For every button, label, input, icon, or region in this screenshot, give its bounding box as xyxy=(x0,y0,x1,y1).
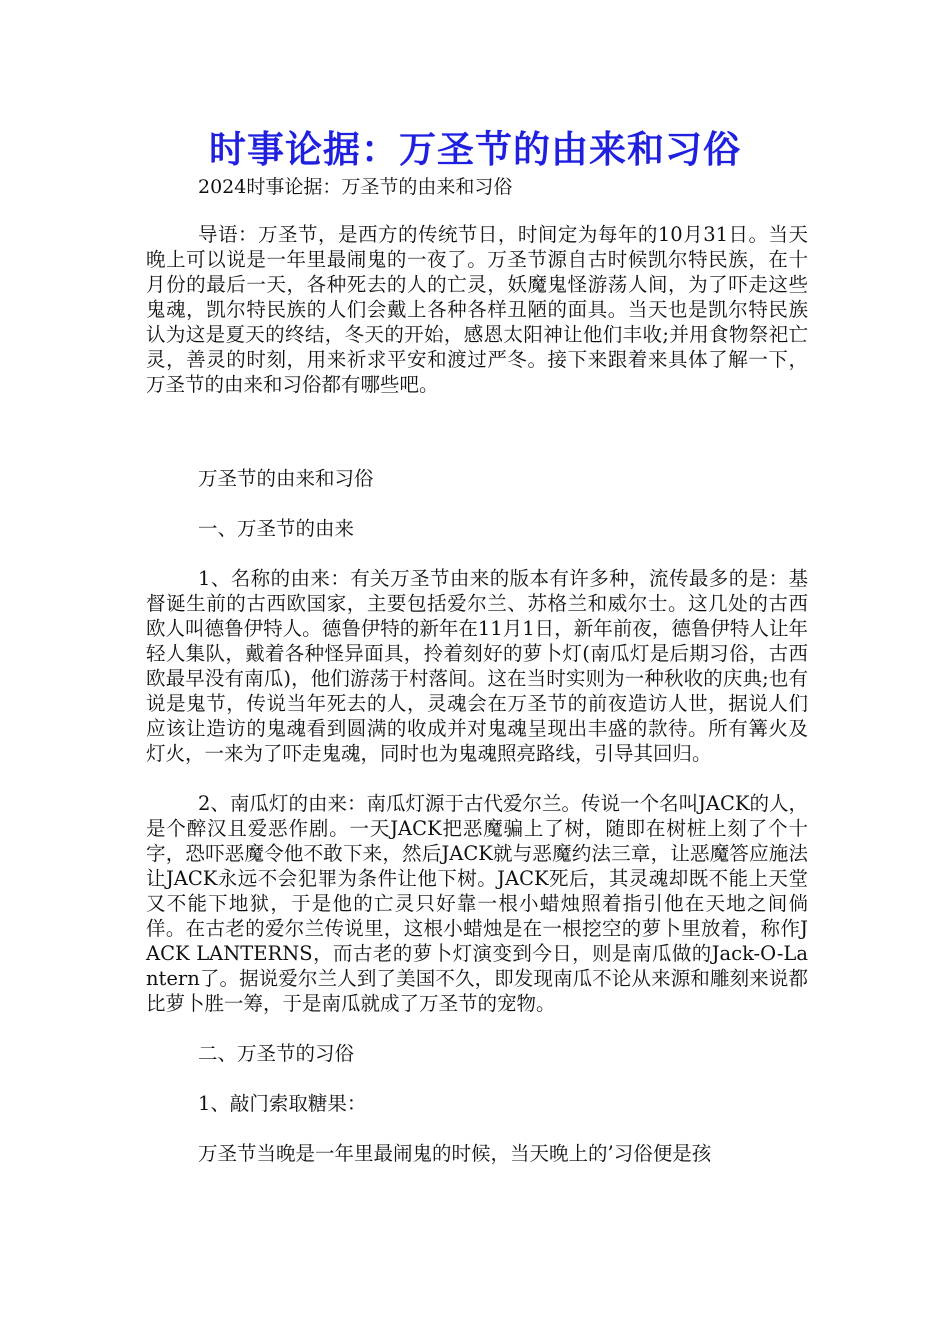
document-subtitle: 2024时事论据：万圣节的由来和习俗 xyxy=(198,176,513,198)
heading-trick-or-treat: 1、敲门索取糖果： xyxy=(198,1092,367,1115)
paragraph-name-origin: 1、名称的由来：有关万圣节由来的版本有许多种，流传最多的是：基督诞生前的古西欧国家，主要包括爱尔兰、苏格兰和威尔士。这几处的古西欧人叫德鲁伊特人。德鲁伊特的新年在11月1日，新年前夜，德鲁伊特人让年轻人集队，戴着各种怪异面具，拎着刻好的萝卜灯(南瓜灯是后期习俗，古西欧最早没有南瓜)，他们游荡于村落间。这在当时实则为一种秋收的庆典;也有说是鬼节，传说当年死去的人，灵魂会在万圣节的前夜造访人世，据说人们应该让造访的鬼魂看到圆满的收成并对鬼魂呈现出丰盛的款待。所有篝火及灯火，一来为了吓走鬼魂，同时也为鬼魂照亮路线，引导其回归。 xyxy=(146,567,808,765)
heading-customs: 二、万圣节的习俗 xyxy=(198,1042,355,1065)
paragraph-trick-or-treat: 万圣节当晚是一年里最闹鬼的时候，当天晚上的’习俗便是孩 xyxy=(198,1142,712,1165)
document-title: 时事论据：万圣节的由来和习俗 xyxy=(209,128,741,171)
intro-paragraph: 导语：万圣节，是西方的传统节日，时间定为每年的10月31日。当天晚上可以说是一年里最闹鬼的一夜了。万圣节源自古时候凯尔特民族，在十月份的最后一天，各种死去的人的亡灵，妖魔鬼怪游荡人间，为了吓走这些鬼魂，凯尔特民族的人们会戴上各种各样丑陋的面具。当天也是凯尔特民族认为这是夏天的终结，冬天的开始，感恩太阳神让他们丰收;并用食物祭祀亡灵，善灵的时刻，用来祈求平安和渡过严冬。接下来跟着来具体了解一下，万圣节的由来和习俗都有哪些吧。 xyxy=(146,223,808,396)
heading-origin: 一、万圣节的由来 xyxy=(198,517,355,540)
section-title: 万圣节的由来和习俗 xyxy=(198,467,374,490)
document-body xyxy=(146,222,808,1166)
paragraph-pumpkin-lantern: 2、南瓜灯的由来：南瓜灯源于古代爱尔兰。传说一个名叫JACK的人，是个醉汉且爱恶作剧。一天JACK把恶魔骗上了树，随即在树桩上刻了个十字，恐吓恶魔令他不敢下来，然后JACK就与恶魔约法三章，让恶魔答应施法让JACK永远不会犯罪为条件让他下树。JACK死后，其灵魂却既不能上天堂又不能下地狱，于是他的亡灵只好靠一根小蜡烛照着指引他在天地之间倘佯。在古老的爱尔兰传说里，这根小蜡烛是在一根挖空的萝卜里放着，称作JACK LANTERNS，而古老的萝卜灯演变到今日，则是南瓜做的Jack-O-Lantern了。据说爱尔兰人到了美国不久，即发现南瓜不论从来源和雕刻来说都比萝卜胜一筹，于是南瓜就成了万圣节的宠物。 xyxy=(146,792,808,1015)
